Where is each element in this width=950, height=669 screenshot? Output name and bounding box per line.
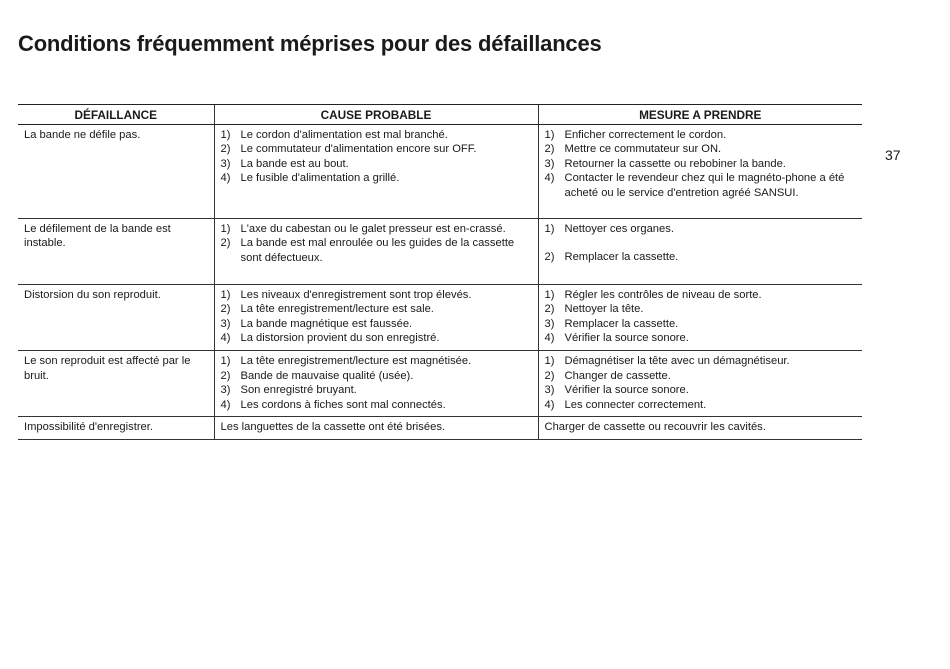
fault-cell: La bande ne défile pas. xyxy=(18,124,214,218)
list-item xyxy=(221,331,532,346)
item-number: 2) xyxy=(544,251,555,264)
fault-cell: Le défilement de la bande est instable. xyxy=(18,218,214,284)
item-text: Remplacer la cassette. xyxy=(564,317,679,330)
item-text: Le cordon d'alimentation est mal branché. xyxy=(240,128,448,141)
item-number: 1) xyxy=(544,288,555,301)
list-item xyxy=(221,398,532,413)
cause-cell xyxy=(214,124,538,218)
item-text: Les cordons à fiches sont mal connectés. xyxy=(240,398,446,411)
list-item xyxy=(221,288,532,303)
item-text: Son enregistré bruyant. xyxy=(240,384,357,397)
cause-cell: Les languettes de la cassette ont été brisées. xyxy=(214,417,538,440)
item-text: Retourner la cassette ou rebobiner la bande. xyxy=(564,157,786,170)
item-text: La bande est au bout. xyxy=(240,157,349,170)
item-text: Changer de cassette. xyxy=(564,369,671,382)
table-row xyxy=(18,284,862,350)
list-item xyxy=(221,236,532,265)
item-text: Régler les contrôles de niveau de sorte. xyxy=(564,288,762,301)
cause-list xyxy=(221,222,532,266)
item-text: Vérifier la source sonore. xyxy=(564,384,689,397)
item-text: Enficher correctement le cordon. xyxy=(564,128,727,141)
list-item xyxy=(221,171,532,186)
item-number: 2) xyxy=(220,303,231,316)
item-text: Bande de mauvaise qualité (usée). xyxy=(240,369,414,382)
item-text: Remplacer la cassette. xyxy=(564,251,679,264)
list-item xyxy=(545,142,857,157)
item-number: 1) xyxy=(544,354,555,367)
list-item xyxy=(221,383,532,398)
item-number: 3) xyxy=(544,157,555,170)
list-item xyxy=(221,302,532,317)
page-title: Conditions fréquemment méprises pour des défaillances xyxy=(18,31,602,56)
item-text: La tête enregistrement/lecture est magnétisée. xyxy=(240,354,472,367)
action-cell: Charger de cassette ou recouvrir les cavités. xyxy=(538,417,862,440)
list-item xyxy=(221,142,532,157)
item-number: 4) xyxy=(220,172,231,185)
item-number: 1) xyxy=(544,128,555,141)
list-item xyxy=(221,128,532,143)
list-item xyxy=(545,369,857,384)
list-item xyxy=(545,354,857,369)
item-number: 2) xyxy=(220,369,231,382)
item-text: La distorsion provient du son enregistré. xyxy=(240,332,440,345)
list-item xyxy=(545,331,857,346)
list-item xyxy=(545,171,857,200)
cause-list xyxy=(221,128,532,186)
cause-list xyxy=(221,354,532,412)
list-item xyxy=(221,369,532,384)
list-item xyxy=(221,354,532,369)
fault-cell: Impossibilité d'enregistrer. xyxy=(18,417,214,440)
item-text: Contacter le revendeur chez qui le magnéto-phone a été acheté ou le service d'entretion agréé SANSUI. xyxy=(564,172,845,199)
table-row xyxy=(18,124,862,218)
table-row xyxy=(18,218,862,284)
list-item xyxy=(545,398,857,413)
item-number: 3) xyxy=(220,317,231,330)
item-text: Les niveaux d'enregistrement sont trop élevés. xyxy=(240,288,472,301)
list-item xyxy=(221,317,532,332)
item-number: 2) xyxy=(544,143,555,156)
troubleshooting-table xyxy=(18,104,862,440)
item-number: 3) xyxy=(220,157,231,170)
item-number: 2) xyxy=(544,369,555,382)
item-number: 4) xyxy=(544,398,555,411)
item-number: 1) xyxy=(220,222,231,235)
list-item xyxy=(545,128,857,143)
list-item xyxy=(545,383,857,398)
item-text: Nettoyer la tête. xyxy=(564,303,644,316)
item-number: 1) xyxy=(544,222,555,235)
item-number: 1) xyxy=(220,288,231,301)
item-number: 3) xyxy=(544,317,555,330)
list-item xyxy=(221,157,532,172)
header-fault: DÉFAILLANCE xyxy=(18,105,214,125)
item-number: 1) xyxy=(220,128,231,141)
item-text: Mettre ce commutateur sur ON. xyxy=(564,143,722,156)
list-item xyxy=(545,222,857,237)
item-number: 4) xyxy=(544,332,555,345)
action-list xyxy=(545,288,857,346)
action-cell xyxy=(538,284,862,350)
list-item xyxy=(545,250,857,265)
item-number: 4) xyxy=(544,172,555,185)
item-number: 3) xyxy=(544,384,555,397)
fault-cell: Le son reproduit est affecté par le bruit. xyxy=(18,350,214,416)
item-text: Le fusible d'alimentation a grillé. xyxy=(240,172,400,185)
item-number: 2) xyxy=(220,143,231,156)
item-text: La bande magnétique est faussée. xyxy=(240,317,413,330)
item-text: Vérifier la source sonore. xyxy=(564,332,689,345)
header-action: MESURE A PRENDRE xyxy=(538,105,862,125)
cause-list xyxy=(221,288,532,346)
fault-cell: Distorsion du son reproduit. xyxy=(18,284,214,350)
item-text: Démagnétiser la tête avec un démagnétiseur. xyxy=(564,354,790,367)
item-text: Les connecter correctement. xyxy=(564,398,707,411)
action-list xyxy=(545,128,857,201)
action-list xyxy=(545,222,857,265)
action-cell xyxy=(538,218,862,284)
cause-cell xyxy=(214,284,538,350)
list-item xyxy=(545,157,857,172)
list-item xyxy=(545,317,857,332)
item-number: 2) xyxy=(220,237,231,250)
page-number: 37 xyxy=(885,147,901,163)
item-text: Le commutateur d'alimentation encore sur OFF. xyxy=(240,143,477,156)
item-text: La bande est mal enroulée ou les guides de la cassette sont défectueux. xyxy=(240,237,515,264)
item-text: La tête enregistrement/lecture est sale. xyxy=(240,303,434,316)
action-cell xyxy=(538,124,862,218)
table-row xyxy=(18,350,862,416)
item-text: Nettoyer ces organes. xyxy=(564,222,674,235)
list-item xyxy=(221,222,532,237)
list-item xyxy=(545,302,857,317)
header-cause: CAUSE PROBABLE xyxy=(214,105,538,125)
item-number: 3) xyxy=(220,384,231,397)
cause-cell xyxy=(214,218,538,284)
cause-cell xyxy=(214,350,538,416)
list-item xyxy=(545,288,857,303)
action-cell xyxy=(538,350,862,416)
action-list xyxy=(545,354,857,412)
item-number: 4) xyxy=(220,332,231,345)
item-number: 4) xyxy=(220,398,231,411)
item-number: 1) xyxy=(220,354,231,367)
table-header-row xyxy=(18,105,862,125)
item-text: L'axe du cabestan ou le galet presseur est en-crassé. xyxy=(240,222,506,235)
item-number: 2) xyxy=(544,303,555,316)
table-row xyxy=(18,417,862,440)
